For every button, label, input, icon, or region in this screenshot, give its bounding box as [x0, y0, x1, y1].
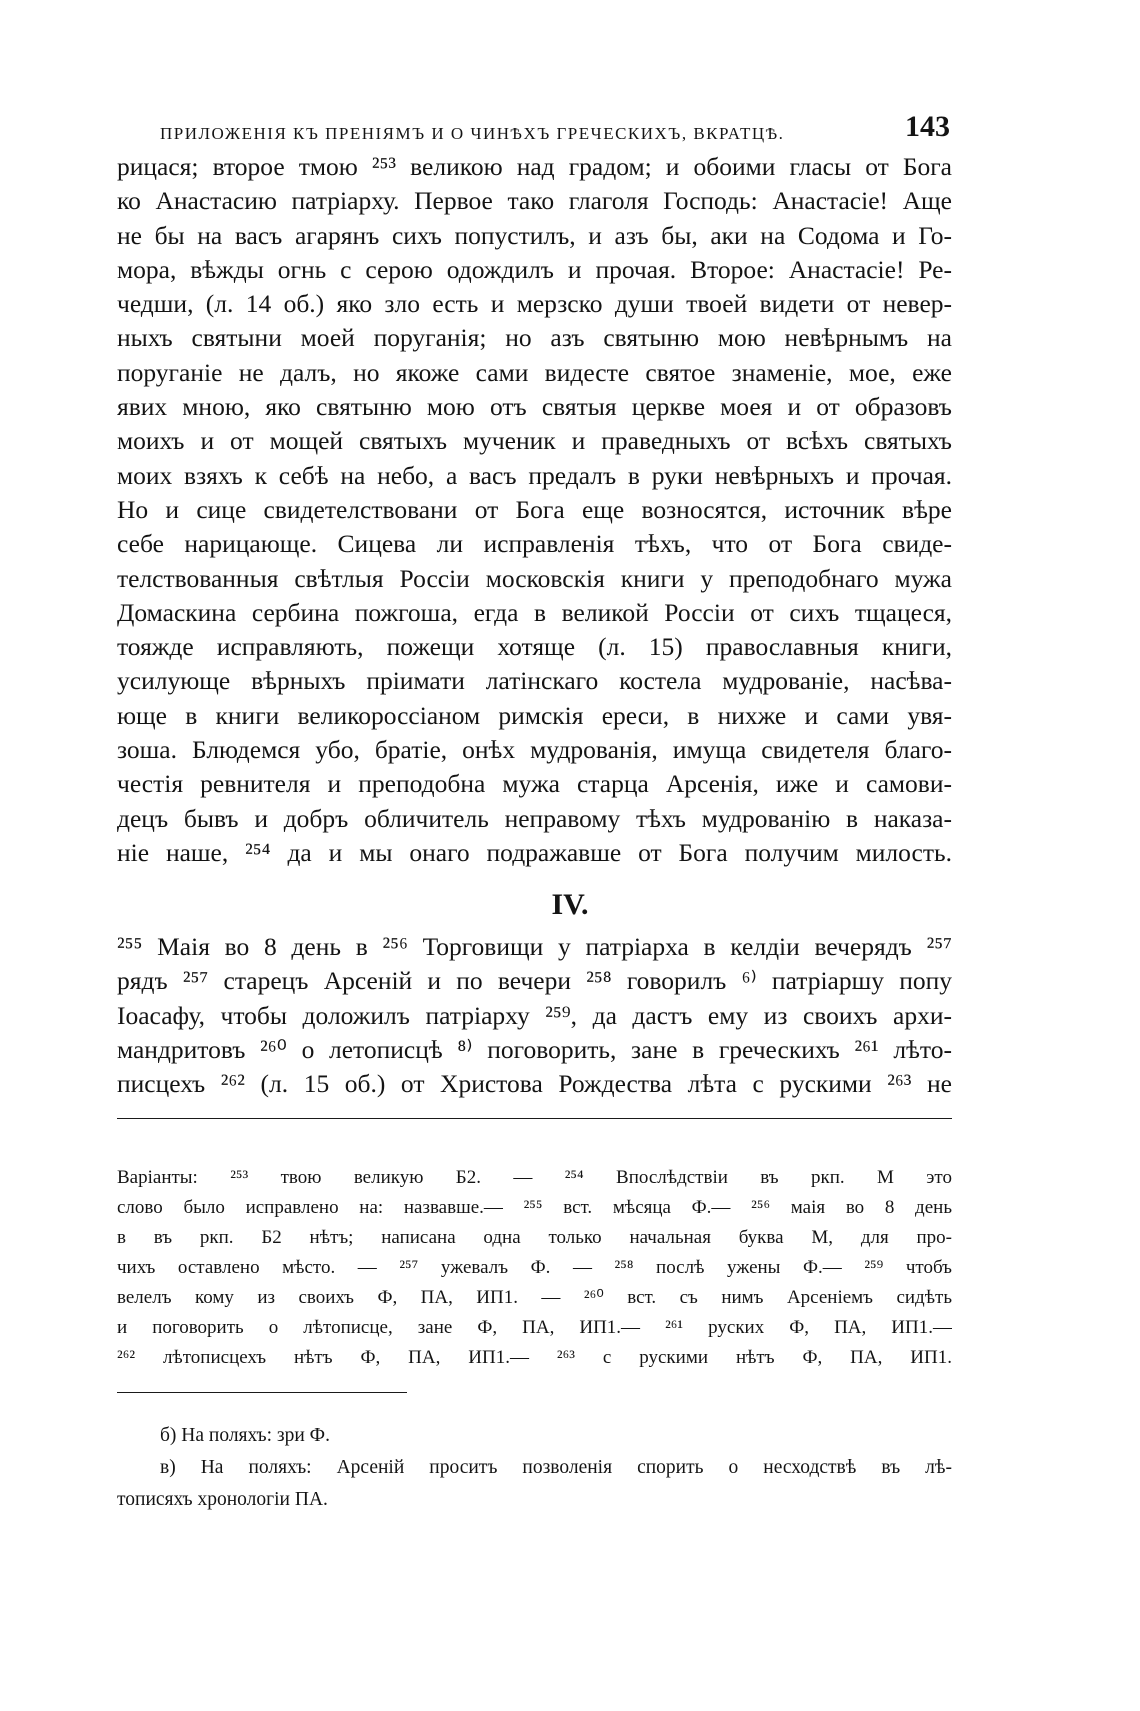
main-text-block: [117, 150, 952, 870]
text-line: ніе наше, ²⁵⁴ да и мы онаго подражавше от Бога получим милость.: [117, 837, 952, 867]
text-line: мора, вѣжды огнь с серою одождилъ и прочая. Второе: Анастасіе! Ре-: [117, 254, 952, 284]
text-line: поруганіе не далъ, но якоже сами видесте святое знаменіе, мое, еже: [117, 357, 952, 387]
variant-line: велелъ кому из своихъ Ф, ПА, ИП1. — ²⁶⁰ вст. съ нимъ Арсеніемъ сидѣть: [117, 1287, 952, 1308]
text-line: Іоасафу, чтобы доложилъ патріарху ²⁵⁹, да дастъ ему из своихъ архи-: [117, 1000, 952, 1030]
variants-block: [117, 1163, 952, 1373]
running-head: ПРИЛОЖЕНІЯ КЪ ПРЕНІЯМЪ И О ЧИНѢХЪ ГРЕЧЕСКИХЪ, ВКРАТЦѢ.: [160, 124, 785, 143]
text-line: юще в книги великороссіаном римскія ереси, в нихже и сами увя-: [117, 700, 952, 730]
text-line: Но и сице свидетелствовани от Бога еще возносятся, источник вѣре: [117, 494, 952, 524]
divider-rule: [117, 1118, 952, 1119]
variant-line: и поговорить о лѣтописце, зане Ф, ПА, ИП1.— ²⁶¹ руских Ф, ПА, ИП1.—: [117, 1317, 952, 1338]
text-line: ныхъ святыни моей поруганія; но азъ святыню мою невѣрнымъ на: [117, 323, 952, 353]
variant-line: Варіанты: ²⁵³ твою великую Б2. — ²⁵⁴ Впослѣдствіи въ ркп. М это: [117, 1167, 952, 1188]
text-line: тояжде исправляють, пожещи хотяще (л. 15) православныя книги,: [117, 632, 952, 662]
text-line: зоша. Блюдемся убо, братіе, онѣх мудрованія, имуща свидетеля благо-: [117, 735, 952, 765]
chapter-text-block: [117, 930, 952, 1101]
text-line: рядъ ²⁵⁷ старецъ Арсеній и по вечери ²⁵⁸ говорилъ ⁶⁾ патріаршу попу: [117, 966, 952, 996]
text-line: ко Анастасию патріарху. Первое тако глаголя Господь: Анастасіе! Аще: [117, 186, 952, 216]
text-line: чедши, (л. 14 об.) яко зло есть и мерзско души твоей видети от невер-: [117, 289, 952, 319]
chapter-heading: IV.: [551, 888, 589, 921]
text-line: писцехъ ²⁶² (л. 15 об.) от Христова Рождества лѣта с рускими ²⁶³ не: [117, 1069, 952, 1099]
footnotes-block: [117, 1420, 952, 1516]
text-line: ²⁵⁵ Маія во 8 день в ²⁵⁶ Торговищи у патріарха в келдіи вечерядъ ²⁵⁷: [117, 932, 952, 961]
text-line: моих взяхъ к себѣ на небо, а васъ предалъ в руки невѣрныхъ и прочая.: [117, 460, 952, 490]
text-line: телствованныя свѣтлыя Россіи московскія книги у преподобнаго мужа: [117, 563, 952, 593]
text-line: децъ бывъ и добръ обличитель неправому тѣхъ мудрованію в наказа-: [117, 803, 952, 833]
text-line: честія ревнителя и преподобна мужа старца Арсенія, иже и самови-: [117, 769, 952, 799]
footnote-rule: [117, 1392, 407, 1393]
text-line: явих мною, яко святыню мою отъ святыя церкве моея и от образовъ: [117, 392, 952, 422]
text-line: усилующе вѣрныхъ пріимати латінскаго костела мудрованіе, насѣва-: [117, 666, 952, 696]
footnote-v-cont: тописяхъ хронологіи ПА.: [117, 1489, 328, 1510]
footnote-b: б) На поляхъ: зри Ф.: [160, 1425, 330, 1446]
page-header: [160, 108, 950, 144]
variant-line: в въ ркп. Б2 нѣтъ; написана одна только начальная буква М, для про-: [117, 1227, 952, 1248]
page-number: 143: [905, 110, 950, 143]
text-line: мандритовъ ²⁶⁰ о летописцѣ ⁸⁾ поговорить, зане в греческихъ ²⁶¹ лѣто-: [117, 1034, 952, 1064]
variant-line: слово было исправлено на: назвавше.— ²⁵⁵ вст. мѣсяца Ф.— ²⁵⁶ маія во 8 день: [117, 1197, 952, 1218]
text-line: Домаскина сербина пожгоша, егда в великой Россіи от сихъ тщацеся,: [117, 597, 952, 627]
footnote-v: в) На поляхъ: Арсеній проситъ позволенія спорить о несходствѣ въ лѣ-: [160, 1457, 952, 1478]
text-line: не бы на васъ агарянъ сихъ попустилъ, и азъ бы, аки на Содома и Го-: [117, 220, 952, 250]
text-line: рицася; второе тмою ²⁵³ великою над градом; и обоими гласы от Бога: [117, 152, 952, 181]
text-line: моихъ и от мощей святыхъ мученик и праведныхъ от всѣхъ святыхъ: [117, 426, 952, 456]
variant-line: чихъ оставлено мѣсто. — ²⁵⁷ ужевалъ Ф. — ²⁵⁸ послѣ ужены Ф.— ²⁵⁹ чтобъ: [117, 1257, 952, 1278]
variant-line: ²⁶² лѣтописцехъ нѣтъ Ф, ПА, ИП1.— ²⁶³ с рускими нѣтъ Ф, ПА, ИП1.: [117, 1347, 952, 1368]
text-line: себе нарицающе. Сицева ли исправленія тѣхъ, что от Бога свиде-: [117, 529, 952, 559]
